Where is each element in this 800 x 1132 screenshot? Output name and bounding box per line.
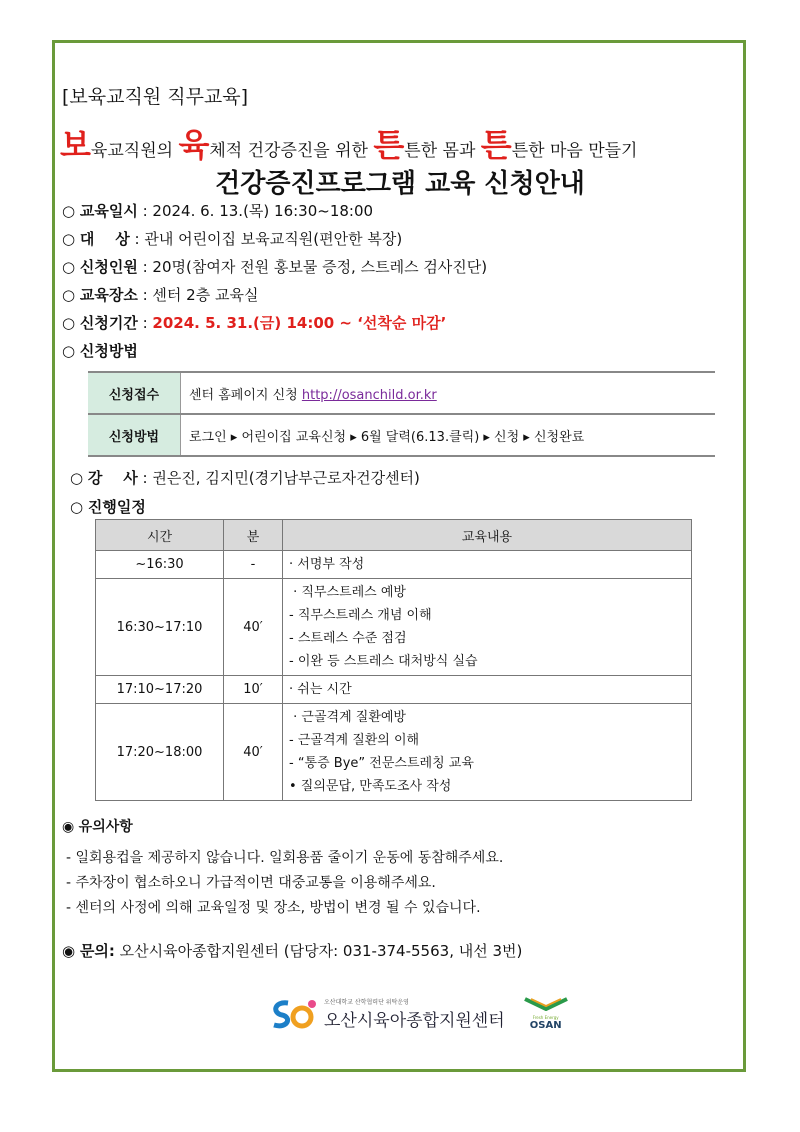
category-label: [보육교직원 직무교육] [62, 86, 249, 108]
schedule-title: ○ 진행일정 [70, 498, 146, 516]
info-line: ○ 신청인원 : 20명(참여자 전원 홍보물 증정, 스트레스 검사진단) [62, 258, 488, 276]
apply-key: 신청접수 [88, 372, 181, 414]
slogan-initial: 튼 [373, 126, 405, 164]
slogan-initial: 보 [60, 126, 91, 164]
apply-steps: 로그인 ▸ 어린이집 교육신청 ▸ 6월 달력(6.13.클릭) ▸ 신청 ▸ 신청완료 [181, 414, 716, 456]
table-row: ~16:30 - · 서명부 작성 [96, 551, 692, 579]
center-logo-icon [268, 997, 318, 1031]
contact-line: ◉ 문의: 오산시육아종합지원센터 (담당자: 031-374-5563, 내선 3번) [62, 942, 523, 960]
schedule-table [95, 519, 692, 801]
apply-key: 신청방법 [88, 414, 181, 456]
logo-tagline: 오산대학교 산학협력단 위탁운영 [324, 998, 409, 1006]
slogan-initial: 튼 [480, 126, 512, 164]
lecturer-line: ○ 강 사 : 권은진, 김지민(경기남부근로자건강센터) [70, 469, 420, 487]
note-item: - 주차장이 협소하오니 가급적이면 대중교통을 이용해주세요. [66, 875, 436, 891]
table-row: 16:30~17:10 40′ · 직무스트레스 예방 - 직무스트레스 개념 이해 - 스트레스 수준 점검 - 이완 등 스트레스 대처방식 실습 [96, 579, 692, 676]
info-line: ○ 신청기간 : 2024. 5. 31.(금) 14:00 ~ ‘선착순 마감’ [62, 314, 447, 332]
slogan-text: 튼한 마음 만들기 [511, 141, 638, 161]
slogan [60, 120, 637, 166]
slogan-text: 육교직원의 [90, 141, 179, 161]
apply-text: 센터 홈페이지 신청 [189, 387, 302, 403]
slogan-text: 튼한 몸과 [404, 141, 481, 161]
note-item: - 일회용컵을 제공하지 않습니다. 일회용품 줄이기 운동에 동참해주세요. [66, 850, 504, 866]
slogan-initial: 육 [178, 126, 210, 164]
col-header: 시간 [96, 520, 224, 551]
osan-city-logo: Fresh Energy OSAN [523, 996, 569, 1031]
col-header: 교육내용 [283, 520, 692, 551]
table-row: 17:20~18:00 40′ · 근골격계 질환예방 - 근골격계 질환의 이해 - “통증 Bye” 전문스트레칭 교육 • 질의문답, 만족도조사 작성 [96, 704, 692, 801]
info-line: ○ 신청방법 [62, 342, 138, 360]
notes-title: ◉ 유의사항 [62, 819, 133, 835]
col-header: 분 [224, 520, 283, 551]
apply-table [88, 371, 715, 457]
logo-name: 오산시육아종합지원센터 [324, 1010, 505, 1031]
slogan-text: 체적 건강증진을 위한 [209, 141, 374, 161]
page-title: 건강증진프로그램 교육 신청안내 [215, 169, 585, 199]
homepage-link[interactable]: http://osanchild.or.kr [301, 387, 437, 403]
info-line: ○ 교육일시 : 2024. 6. 13.(목) 16:30~18:00 [62, 202, 374, 220]
info-line: ○ 대 상 : 관내 어린이집 보육교직원(편안한 복장) [62, 230, 403, 248]
center-logo [268, 996, 569, 1031]
note-item: - 센터의 사정에 의해 교육일정 및 장소, 방법이 변경 될 수 있습니다. [66, 900, 481, 916]
info-line: ○ 교육장소 : 센터 2층 교육실 [62, 286, 259, 304]
table-row: 17:10~17:20 10′ · 쉬는 시간 [96, 676, 692, 704]
